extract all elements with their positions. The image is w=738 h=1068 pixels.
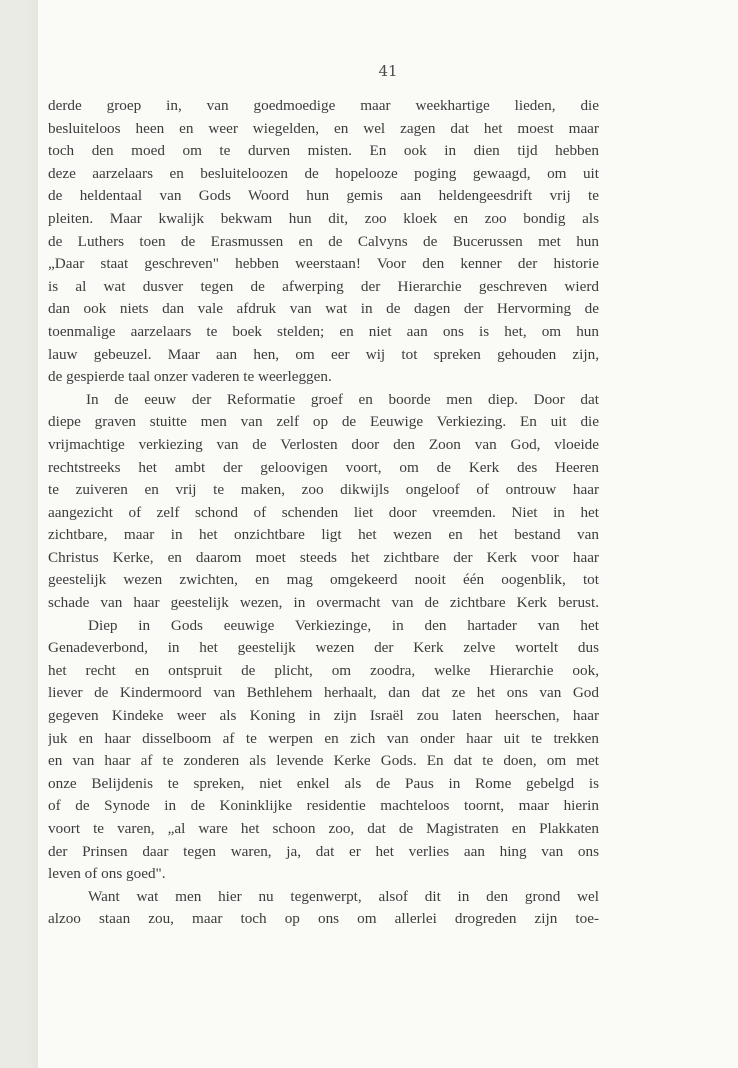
text-line: is al wat dusver tegen de afwerping der Hierarchie geschreven wierd bbox=[48, 277, 599, 295]
text-line: deze aarzelaars en besluiteloozen de hopelooze poging gewaagd, om uit bbox=[48, 164, 599, 182]
text-line: de gespierde taal onzer vaderen te weerleggen. bbox=[48, 368, 332, 386]
text-line: alzoo staan zou, maar toch op ons om allerlei drogreden zijn toe- bbox=[48, 910, 599, 928]
text-line: aangezicht of zelf schond of schenden liet door vreemden. Niet in het bbox=[48, 503, 599, 521]
book-page bbox=[38, 0, 738, 1068]
text-line: de Luthers toen de Erasmussen en de Calvyns de Bucerussen met hun bbox=[48, 232, 599, 250]
text-line: pleiten. Maar kwalijk bekwam hun dit, zoo kloek en zoo bondig als bbox=[48, 209, 599, 227]
text-line: en van haar af te zonderen als levende Kerke Gods. En dat te doen, om met bbox=[48, 752, 599, 770]
text-line: In de eeuw der Reformatie groef en boorde men diep. Door dat bbox=[86, 390, 599, 408]
text-line: Want wat men hier nu tegenwerpt, alsof dit in den grond wel bbox=[88, 887, 599, 905]
text-line: of de Synode in de Koninklijke residentie machteloos toornt, maar hierin bbox=[48, 797, 599, 815]
text-line: dan ook niets dan vale afdruk van wat in de dagen der Hervorming de bbox=[48, 300, 599, 318]
text-line: der Prinsen daar tegen waren, ja, dat er het verlies aan hing van ons bbox=[48, 842, 599, 860]
text-line: schade van haar geestelijk wezen, in overmacht van de zichtbare Kerk berust. bbox=[48, 594, 599, 612]
text-line: te zuiveren en vrij te maken, zoo dikwijls ongeloof of ontrouw haar bbox=[48, 481, 599, 499]
text-line: toenmalige aarzelaars te boek stelden; en niet aan ons is het, om hun bbox=[48, 322, 599, 340]
text-line: voort te varen, „al ware het schoon zoo, dat de Magistraten en Plakkaten bbox=[48, 820, 599, 837]
paragraph bbox=[48, 95, 599, 389]
text-line: toch den moed om te durven misten. En ook in dien tijd hebben bbox=[48, 142, 599, 160]
paragraph bbox=[48, 389, 599, 615]
text-line: diepe graven stuitte men van zelf op de Eeuwige Verkiezing. En uit die bbox=[48, 413, 599, 431]
text-line: liever de Kindermoord van Bethlehem herhaalt, dan dat ze het ons van God bbox=[48, 684, 599, 702]
text-line: onze Belijdenis te spreken, niet enkel als de Paus in Rome gebelgd is bbox=[48, 774, 599, 792]
text-line: geestelijk wezen zwichten, en mag omgekeerd nooit één oogenblik, tot bbox=[48, 571, 599, 589]
book-spine-shadow bbox=[0, 0, 38, 1068]
text-line: de heldentaal van Gods Woord hun gemis aan heldengeesdrift vrij te bbox=[48, 187, 599, 205]
text-line: gegeven Kindeke weer als Koning in zijn Israël zou laten heerschen, haar bbox=[48, 707, 599, 725]
paragraph bbox=[48, 886, 599, 931]
text-line: juk en haar disselboom af te werpen en zich van onder haar uit te trekken bbox=[48, 729, 599, 747]
text-line: Genadeverbond, in het geestelijk wezen der Kerk zelve wortelt dus bbox=[48, 639, 599, 657]
text-line: leven of ons goed". bbox=[48, 865, 166, 883]
text-line: lauw gebeuzel. Maar aan hen, om eer wij tot spreken gehouden zijn, bbox=[48, 345, 599, 363]
body-text bbox=[48, 95, 599, 931]
text-line: zichtbare, maar in het onzichtbare ligt het wezen en het bestand van bbox=[48, 526, 599, 544]
text-line: Diep in Gods eeuwige Verkiezinge, in den hartader van het bbox=[88, 616, 599, 634]
text-line: Christus Kerke, en daarom moet steeds het zichtbare der Kerk voor haar bbox=[48, 548, 599, 566]
text-line: „Daar staat geschreven" hebben weerstaan! Voor den kenner der historie bbox=[48, 255, 599, 273]
text-line: het recht en ontspruit de plicht, om zoodra, welke Hierarchie ook, bbox=[48, 661, 599, 679]
page-number: 41 bbox=[378, 62, 398, 80]
paragraph bbox=[48, 615, 599, 886]
text-line: vrijmachtige verkiezing van de Verlosten door den Zoon van God, vloeide bbox=[48, 435, 599, 453]
text-line: derde groep in, van goedmoedige maar weekhartige lieden, die bbox=[48, 97, 599, 114]
text-line: rechtstreeks het ambt der geloovigen voort, om de Kerk des Heeren bbox=[48, 458, 599, 476]
text-line: besluiteloos heen en weer wiegelden, en wel zagen dat het moest maar bbox=[48, 119, 599, 137]
